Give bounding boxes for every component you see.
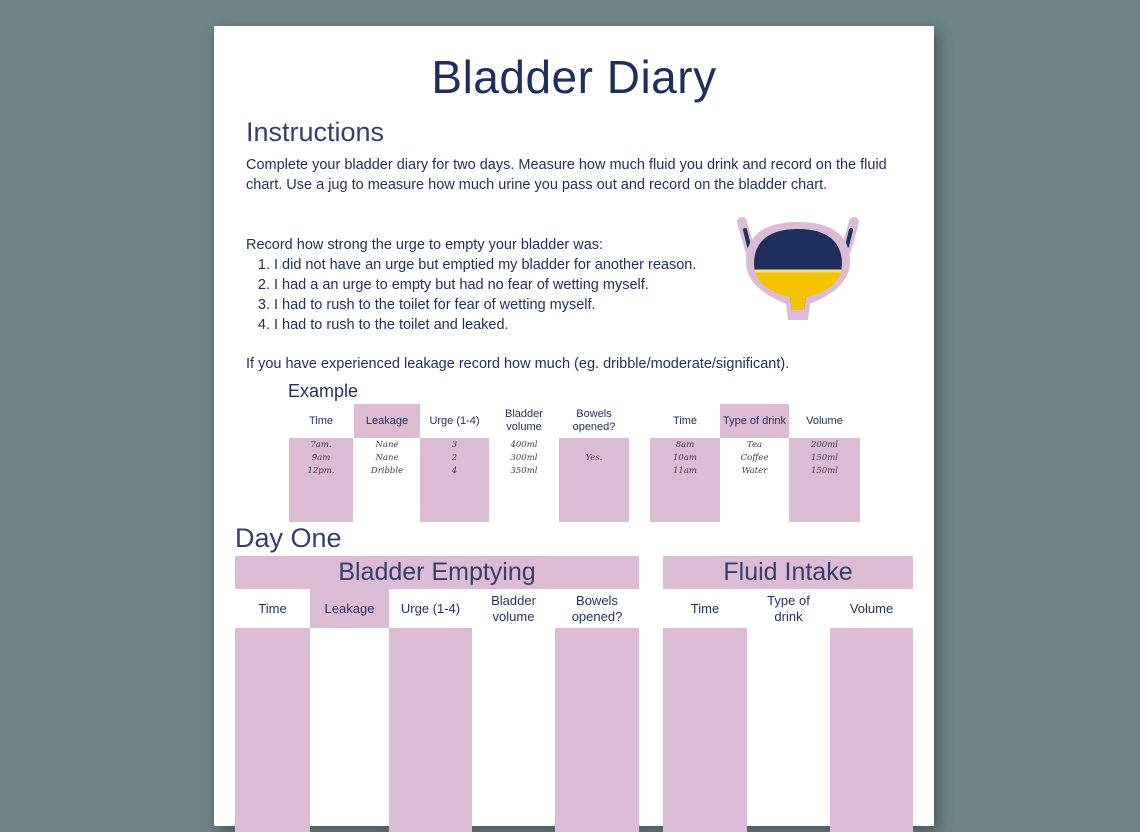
example-col-fluid-time	[650, 404, 720, 522]
example-cell: Tea	[746, 440, 763, 450]
example-cell: 4	[451, 466, 458, 476]
example-cell: 3	[451, 440, 458, 450]
example-header-drink-type: Type of drink	[720, 404, 789, 438]
example-cells-time	[289, 438, 353, 522]
example-cell: Yes.	[585, 453, 603, 463]
bladder-icon	[732, 216, 864, 322]
example-cells-leakage	[354, 438, 420, 522]
urge-level-item: 3. I had to rush to the toilet for fear of wetting myself.	[274, 295, 696, 315]
urge-level-item: 4. I had to rush to the toilet and leaked.	[274, 315, 696, 335]
example-cell: 9am	[311, 453, 331, 463]
urge-level-item: 1. I did not have an urge but emptied my bladder for another reason.	[274, 255, 696, 275]
bladder-entry-time[interactable]	[235, 628, 310, 832]
bladder-col-leakage	[310, 589, 389, 832]
example-cell: 2	[451, 453, 458, 463]
example-cells-drink-type	[720, 438, 789, 522]
example-cell: Water	[741, 466, 768, 476]
bladder-col-volume	[472, 589, 555, 832]
bladder-col-time	[235, 589, 310, 832]
example-header-bowels: Bowels opened?	[572, 408, 616, 433]
example-heading: Example	[288, 381, 359, 401]
fluid-col-volume	[830, 589, 913, 832]
example-cell: 150ml	[810, 453, 838, 463]
diary-page	[214, 26, 934, 826]
example-cells-fluid-time	[650, 438, 720, 522]
urge-level-item: 2. I had a an urge to empty but had no fear of wetting myself.	[274, 275, 696, 295]
fluid-header-volume: Volume	[849, 600, 894, 616]
bladder-header-volume: Bladder volume	[491, 592, 536, 624]
fluid-header-drink: Type of drink	[767, 592, 810, 624]
example-col-drink-type	[720, 404, 789, 522]
example-cell: 400ml	[510, 440, 538, 450]
example-fluid-table	[650, 404, 860, 522]
example-cell: 350ml	[510, 466, 538, 476]
example-header-fluid-volume: Volume	[806, 414, 843, 427]
bladder-col-bowels	[555, 589, 639, 832]
example-header-urge: Urge (1-4)	[429, 414, 480, 427]
example-col-bowels	[559, 404, 629, 522]
fluid-col-drink	[747, 589, 830, 832]
example-cells-bowels	[559, 438, 629, 522]
example-header-time: Time	[308, 414, 334, 427]
example-cell: Nane	[375, 453, 399, 463]
fluid-entry-time[interactable]	[663, 628, 747, 832]
example-col-leakage	[354, 404, 420, 522]
example-cell: 200ml	[810, 440, 838, 450]
example-header-leakage: Leakage	[354, 404, 420, 438]
example-bladder-table	[289, 404, 629, 522]
bladder-header-bowels: Bowels opened?	[571, 592, 623, 624]
example-cell: 150ml	[810, 466, 838, 476]
bladder-entry-leakage[interactable]	[310, 628, 389, 832]
example-col-urge	[420, 404, 489, 522]
fluid-header-time: Time	[690, 600, 720, 616]
example-col-time	[289, 404, 353, 522]
example-cell: 300ml	[510, 453, 538, 463]
bladder-header-time: Time	[258, 600, 287, 616]
bladder-entry-urge[interactable]	[389, 628, 472, 832]
urge-level-list	[246, 255, 696, 335]
fluid-intake-title: Fluid Intake	[663, 556, 913, 589]
bladder-entry-bowels[interactable]	[555, 628, 639, 832]
fluid-entry-volume[interactable]	[830, 628, 913, 832]
example-col-bladder-volume	[489, 404, 559, 522]
bladder-header-urge: Urge (1-4)	[400, 600, 461, 616]
bladder-col-urge	[389, 589, 472, 832]
example-cell: Coffee	[740, 453, 769, 463]
example-cell: 11am	[673, 466, 697, 476]
instructions-heading: Instructions	[246, 117, 385, 147]
fluid-col-time	[663, 589, 747, 832]
example-col-fluid-volume	[789, 404, 860, 522]
bladder-entry-volume[interactable]	[472, 628, 555, 832]
example-cell: 8am	[675, 440, 695, 450]
fluid-entry-drink[interactable]	[747, 628, 830, 832]
example-cells-urge	[420, 438, 489, 522]
example-cells-fluid-volume	[789, 438, 860, 522]
example-cells-bladder-volume	[489, 438, 559, 522]
instructions-paragraph: Complete your bladder diary for two days. Measure how much fluid you drink and record on the fluid chart. Use a jug to measure how much urine you pass out and record on the bladder chart.	[246, 157, 887, 193]
urge-intro: Record how strong the urge to empty your bladder was:	[246, 237, 604, 253]
example-cell: 12pm.	[307, 466, 335, 476]
leakage-note: If you have experienced leakage record how much (eg. dribble/moderate/significant).	[246, 356, 790, 372]
bladder-header-leakage: Leakage	[310, 589, 389, 628]
day-one-heading: Day One	[235, 523, 342, 553]
page-title: Bladder Diary	[431, 51, 717, 103]
example-cell: Nane	[375, 440, 399, 450]
example-cell: 7am.	[310, 440, 332, 450]
bladder-emptying-title: Bladder Emptying	[235, 556, 639, 589]
example-cell: 10am	[673, 453, 697, 463]
example-header-bladder-volume: Bladder volume	[505, 408, 543, 433]
example-header-fluid-time: Time	[672, 414, 698, 427]
example-cell: Dribble	[370, 466, 404, 476]
